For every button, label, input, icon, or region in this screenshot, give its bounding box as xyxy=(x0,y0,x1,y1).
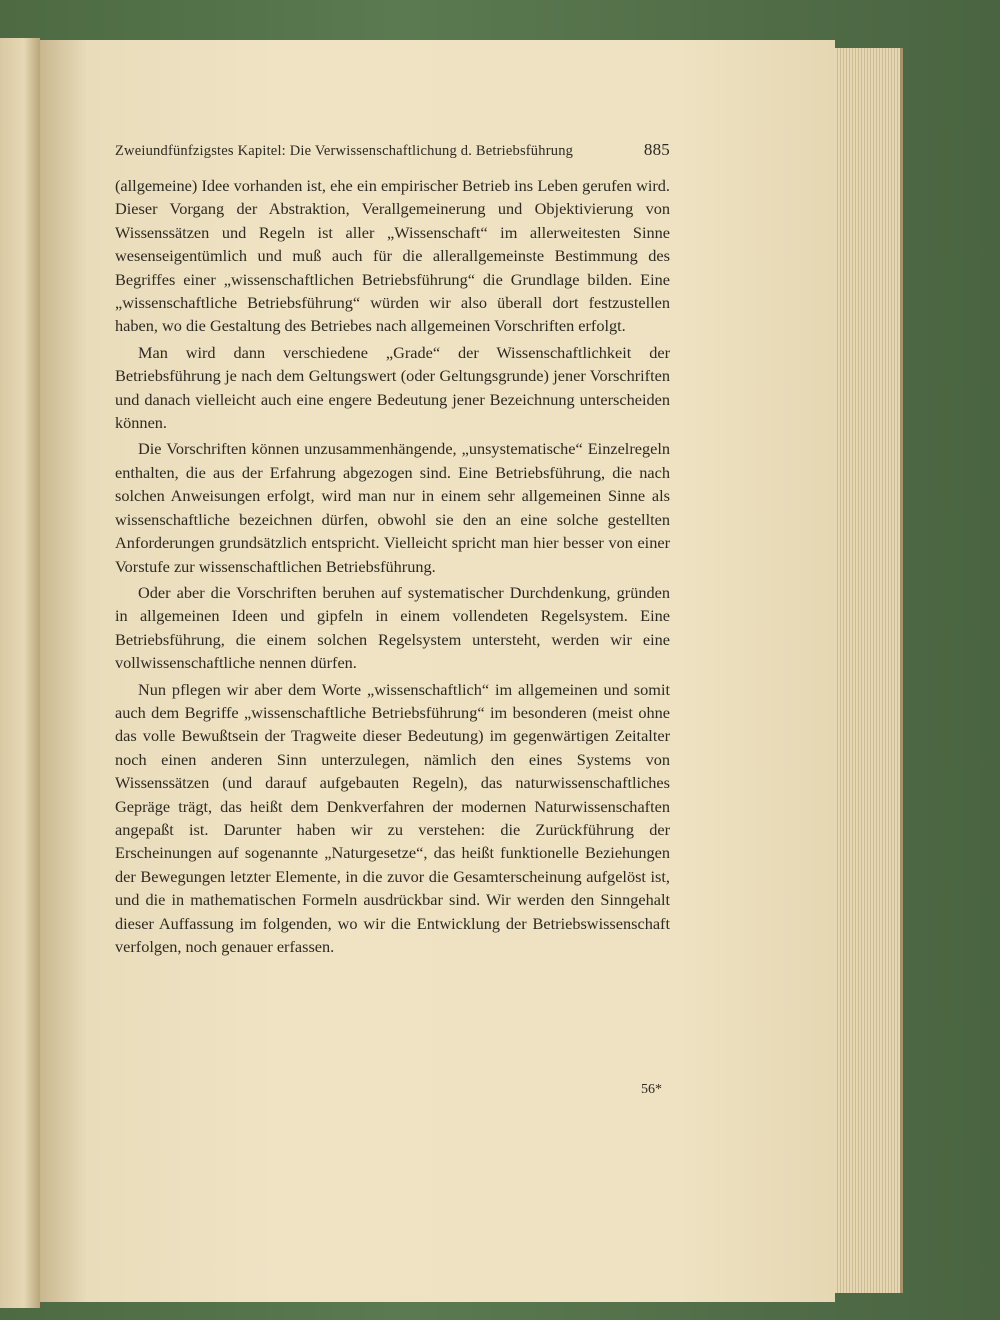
running-head xyxy=(115,140,670,160)
chapter-title: Zweiundfünfzigstes Kapitel: Die Verwissenschaftlichung d. Betriebsführung xyxy=(115,143,574,159)
left-page-edge xyxy=(0,38,42,1308)
paragraph: (allgemeine) Idee vorhanden ist, ehe ein empirischer Betrieb ins Leben gerufen wird. Dieser Vorgang der Abstraktion, Verallgemeinerung und Objektivierung von Wissenssätzen und Regeln ist aller „Wissenschaft“ im allerweitesten Sinne wesenseigentümlich und muß auch für die allerallgemeinste Bestimmung des Begriffes einer „wissenschaftlichen Betriebsführung“ die Grundlage bilden. Eine „wissenschaftliche Betriebsführung“ würden wir also überall dort festzustellen haben, wo die Gestaltung des Betriebes nach allgemeinen Vorschriften erfolgt. xyxy=(115,176,670,336)
paragraph: Die Vorschriften können unzusammenhängende, „unsystematische“ Einzelregeln enthalten, die aus der Erfahrung abgezogen sind. Eine Betriebsführung, die nach solchen Anweisungen erfolgt, wird man nur in einem sehr allgemeinen Sinne als wissenschaftliche bezeichnen dürfen, obwohl sie den an eine solche gestellten Anforderungen grundsätzlich entspricht. Vielleicht spricht man hier besser von einer Vorstufe zur wissenschaftlichen Betriebsführung. xyxy=(115,439,670,576)
page-number: 885 xyxy=(643,140,670,159)
page-content xyxy=(115,140,670,961)
paragraph: Man wird dann verschiedene „Grade“ der Wissenschaftlichkeit der Betriebsführung je nach dem Geltungswert (oder Geltungsgrunde) jener Vorschriften und danach vielleicht auch eine engere Bedeutung jener Bezeichnung unterscheiden können. xyxy=(115,342,670,433)
paragraph: Nun pflegen wir aber dem Worte „wissenschaftlich“ im allgemeinen und somit auch dem Begriffe „wissenschaftliche Betriebsführung“ im besonderen (meist ohne das volle Bewußtsein der Tragweite dieser Bedeutung) im gegenwärtigen Zeitalter noch einen anderen Sinn unterzulegen, nämlich den eines Systems von Wissenssätzen (und darauf aufgebauten Regeln), das naturwissenschaftliches Gepräge trägt, das heißt dem Denkverfahren der modernen Naturwissenschaften angepaßt ist. Darunter haben wir zu verstehen: die Zurückführung der Erscheinungen auf sogenannte „Naturgesetze“, das heißt funktionelle Beziehungen der Bewegungen letzter Elemente, in die zuvor die Gesamterscheinung aufgelöst ist, und die in mathematischen Formeln ausdrückbar sind. Wir werden den Sinngehalt dieser Auffassung im folgenden, wo wir die Entwicklung der Betriebswissenschaft verfolgen, noch genauer erfassen. xyxy=(115,679,670,956)
paragraph: Oder aber die Vorschriften beruhen auf systematischer Durchdenkung, gründen in allgemeinen Ideen und gipfeln in einem vollendeten Regelsystem. Eine Betriebsführung, die einem solchen Regelsystem untersteht, werden wir eine vollwissenschaftliche nennen dürfen. xyxy=(115,582,670,673)
page-edges xyxy=(835,48,903,1293)
signature-mark: 56* xyxy=(641,1082,662,1097)
